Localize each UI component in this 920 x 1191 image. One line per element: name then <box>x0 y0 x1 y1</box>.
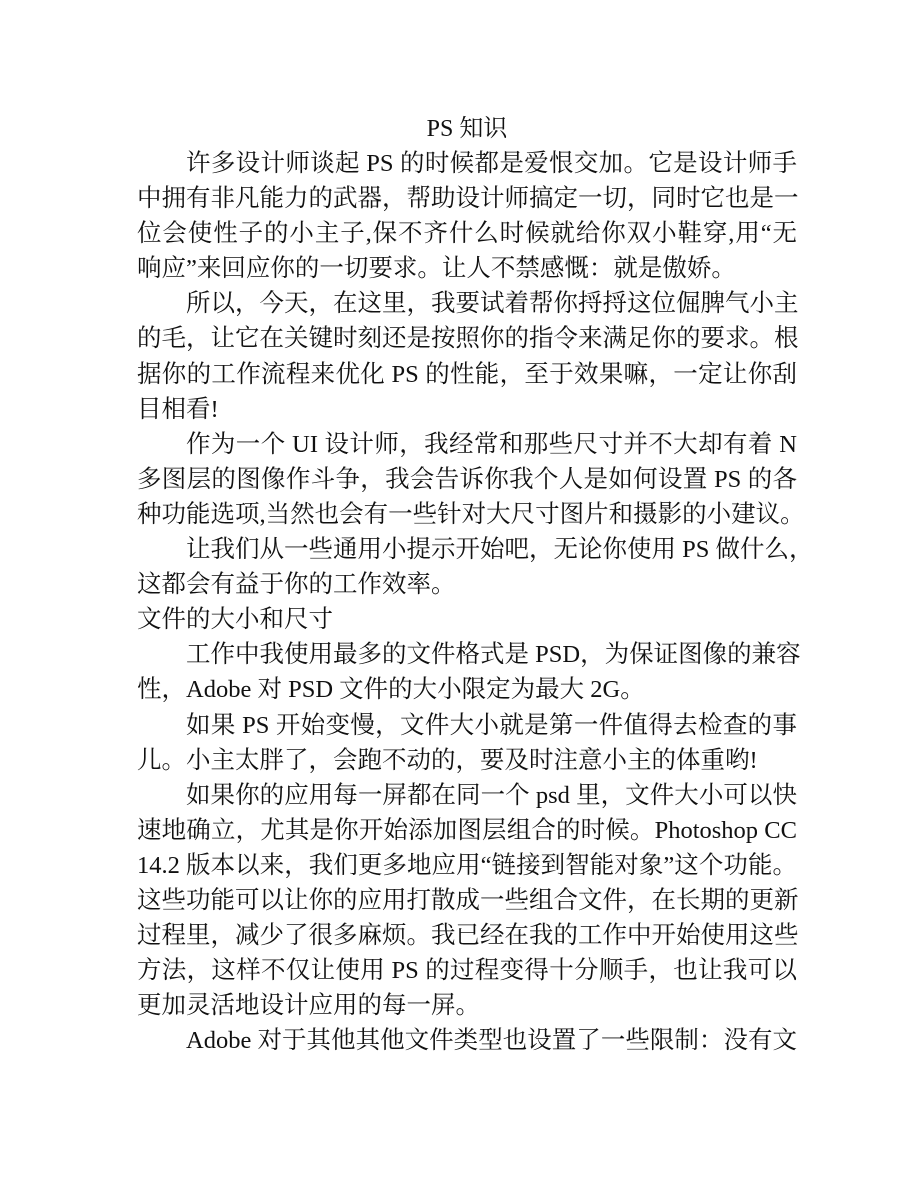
text-line: 目相看! <box>137 395 219 423</box>
text-line: 让我们从一些通用小提示开始吧，无论你使用 PS 做什么， <box>186 536 814 564</box>
text-line: 性，Adobe 对 PSD 文件的大小限定为最大 2G。 <box>137 676 645 704</box>
text-line: 许多设计师谈起 PS 的时候都是爱恨交加。它是设计师手 <box>186 150 797 177</box>
paragraph <box>137 1023 797 1058</box>
text-line: 的毛，让它在关键时刻还是按照你的指令来满足你的要求。根 <box>137 325 799 353</box>
paragraph <box>137 637 801 707</box>
text-line: 文件的大小和尺寸 <box>137 606 333 634</box>
paragraph <box>137 532 814 602</box>
text-line: 种功能选项,当然也会有一些针对大尺寸图片和摄影的小建议。 <box>137 500 805 528</box>
paragraph <box>137 708 797 778</box>
text-line: 这都会有益于你的工作效率。 <box>137 571 456 599</box>
text-line: 如果你的应用每一屏都在同一个 psd 里，文件大小可以快 <box>186 781 797 809</box>
paragraph <box>137 286 797 426</box>
text-line: 这些功能可以让你的应用打散成一些组合文件，在长期的更新 <box>137 886 799 914</box>
text-line: 更加灵活地设计应用的每一屏。 <box>137 992 480 1020</box>
text-line: 所以，今天，在这里，我要试着帮你捋捋这位倔脾气小主 <box>186 290 799 318</box>
text-line: 工作中我使用最多的文件格式是 PSD，为保证图像的兼容 <box>186 641 801 669</box>
text-line: 中拥有非凡能力的武器，帮助设计师搞定一切，同时它也是一 <box>137 185 799 213</box>
text-line: 方法，这样不仅让使用 PS 的过程变得十分顺手，也让我可以 <box>137 957 797 985</box>
paragraph <box>137 427 805 532</box>
text-line: 据你的工作流程来优化 PS 的性能，至于效果嘛，一定让你刮 <box>137 360 797 388</box>
document-page <box>137 112 814 1058</box>
section-heading <box>137 602 797 637</box>
text-line: 如果 PS 开始变慢，文件大小就是第一件值得去检查的事 <box>186 711 797 739</box>
text-line: 位会使性子的小主子,保不齐什么时候就给你双小鞋穿,用“无 <box>137 220 797 248</box>
paragraph <box>137 146 797 286</box>
text-line: Adobe 对于其他其他文件类型也设置了一些限制：没有文 <box>186 1027 797 1055</box>
document-body <box>137 146 814 1058</box>
text-line: 儿。小主太胖了，会跑不动的，要及时注意小主的体重哟! <box>137 746 758 774</box>
text-line: 14.2 版本以来，我们更多地应用“链接到智能对象”这个功能。 <box>137 851 797 879</box>
paragraph <box>137 778 797 1024</box>
text-line: 速地确立，尤其是你开始添加图层组合的时候。Photoshop CC <box>137 816 797 844</box>
text-line: 响应”来回应你的一切要求。让人不禁感慨：就是傲娇。 <box>137 255 736 283</box>
document-title: PS 知识 <box>426 116 508 142</box>
text-line: 过程里，减少了很多麻烦。我已经在我的工作中开始使用这些 <box>137 922 799 950</box>
text-line: 多图层的图像作斗争，我会告诉你我个人是如何设置 PS 的各 <box>137 465 797 493</box>
text-line: 作为一个 UI 设计师，我经常和那些尺寸并不大却有着 N <box>186 430 797 458</box>
